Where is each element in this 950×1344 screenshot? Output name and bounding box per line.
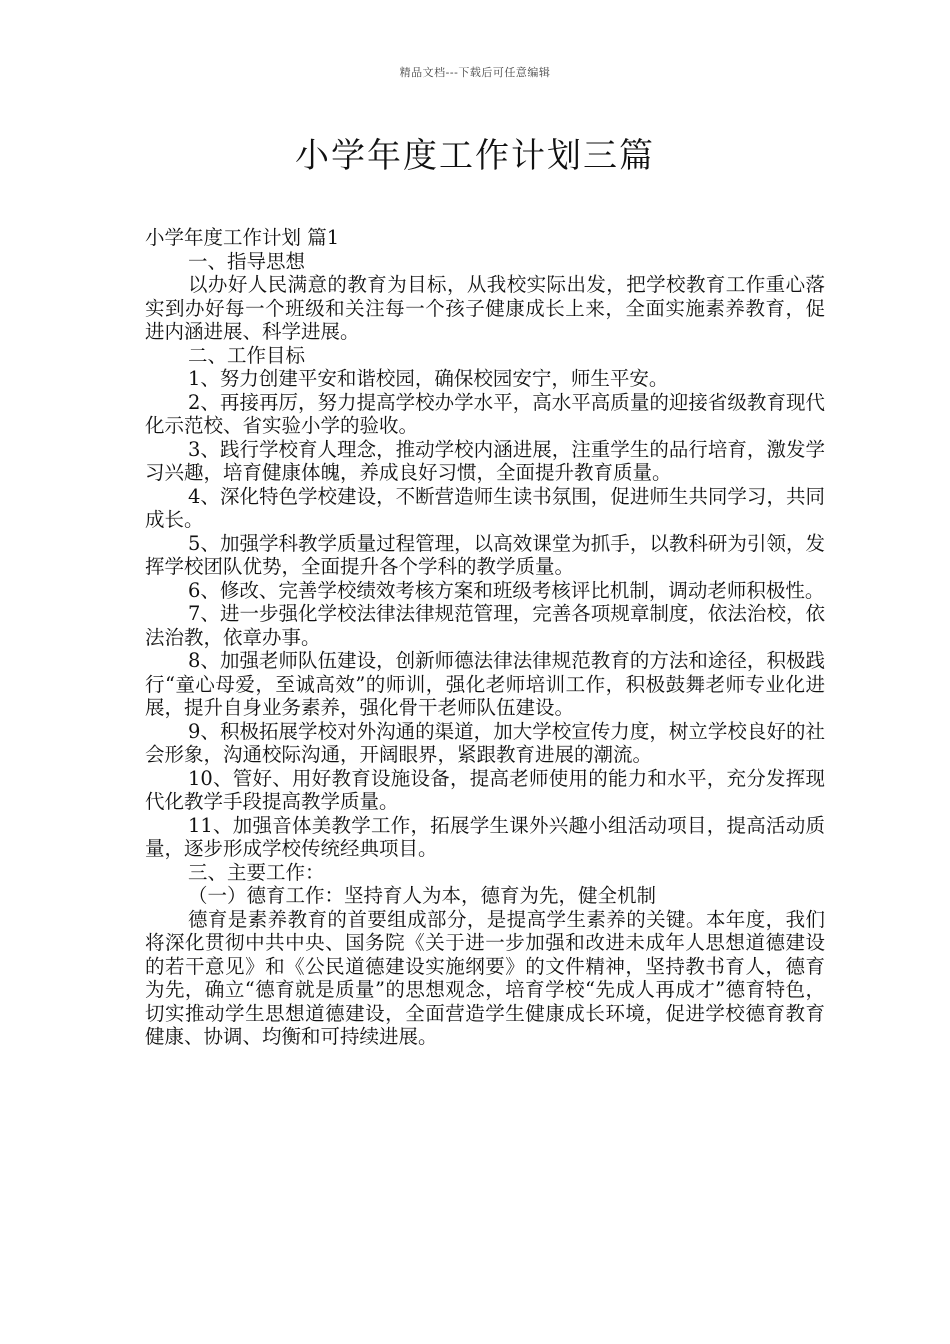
document-body [145, 226, 825, 1049]
header-note: 精品文档---下载后可任意编辑 [399, 66, 551, 79]
section-heading: 小学年度工作计划 篇1 [145, 226, 340, 249]
goal-item: 6、修改、完善学校绩效考核方案和班级考核评比机制，调动老师积极性。 [188, 578, 825, 602]
goal-item: 4、深化特色学校建设，不断营造师生读书氛围，促进师生共同学习，共同成长。 [145, 484, 825, 531]
goal-item: 1、努力创建平安和谐校园，确保校园安宁，师生平安。 [188, 367, 669, 390]
heading-work-goals: 二、工作目标 [188, 343, 306, 367]
goal-item: 7、进一步强化学校法律法律规范管理，完善各项规章制度，依法治校，依法治教，依章办事。 [145, 602, 825, 649]
goal-item: 8、加强老师队伍建设，创新师德法律法律规范教育的方法和途径，积极践行“童心母爱，至诚高效”的师训，强化老师培训工作，积极鼓舞老师专业化进展，提升自身业务素养，强化骨干老师队伍建设。 [145, 649, 825, 719]
goal-item: 11、加强音体美教学工作，拓展学生课外兴趣小组活动项目，提高活动质量，逐步形成学校传统经典项目。 [145, 813, 825, 860]
paragraph: 德育是素养教育的首要组成部分，是提高学生素养的关键。本年度，我们将深化贯彻中共中央、国务院《关于进一步加强和改进未成年人思想道德建设的若干意见》和《公民道德建设实施纲要》的文件精神，坚持教书育人，德育为先，确立“德育就是质量”的思想观念，培育学校“先成人再成才”德育特色，切实推动学生思想道德建设，全面营造学生健康成长环境，促进学校德育教育健康、协调、均衡和可持续进展。 [145, 907, 825, 1048]
heading-main-work: 三、主要工作： [188, 860, 325, 884]
goal-item: 2、再接再厉，努力提高学校办学水平，高水平高质量的迎接省级教育现代化示范校、省实验小学的验收。 [145, 390, 825, 437]
paragraph: 以办好人民满意的教育为目标，从我校实际出发，把学校教育工作重心落实到办好每一个班级和关注每一个孩子健康成长上来，全面实施素养教育，促进内涵进展、科学进展。 [145, 273, 825, 343]
subheading-moral-education: （一）德育工作：坚持育人为本，德育为先，健全机制 [188, 884, 657, 907]
goal-item: 9、积极拓展学校对外沟通的渠道，加大学校宣传力度，树立学校良好的社会形象，沟通校际沟通，开阔眼界，紧跟教育进展的潮流。 [145, 719, 825, 766]
heading-guiding-ideology: 一、指导思想 [188, 249, 306, 273]
goal-item: 3、践行学校育人理念，推动学校内涵进展，注重学生的品行培育，激发学习兴趣，培育健康体魄，养成良好习惯，全面提升教育质量。 [145, 437, 825, 484]
document-title: 小学年度工作计划三篇 [295, 136, 655, 176]
goal-item: 10、管好、用好教育设施设备，提高老师使用的能力和水平，充分发挥现代化教学手段提高教学质量。 [145, 766, 825, 813]
goal-item: 5、加强学科教学质量过程管理，以高效课堂为抓手，以教科研为引领，发挥学校团队优势，全面提升各个学科的教学质量。 [145, 531, 825, 578]
